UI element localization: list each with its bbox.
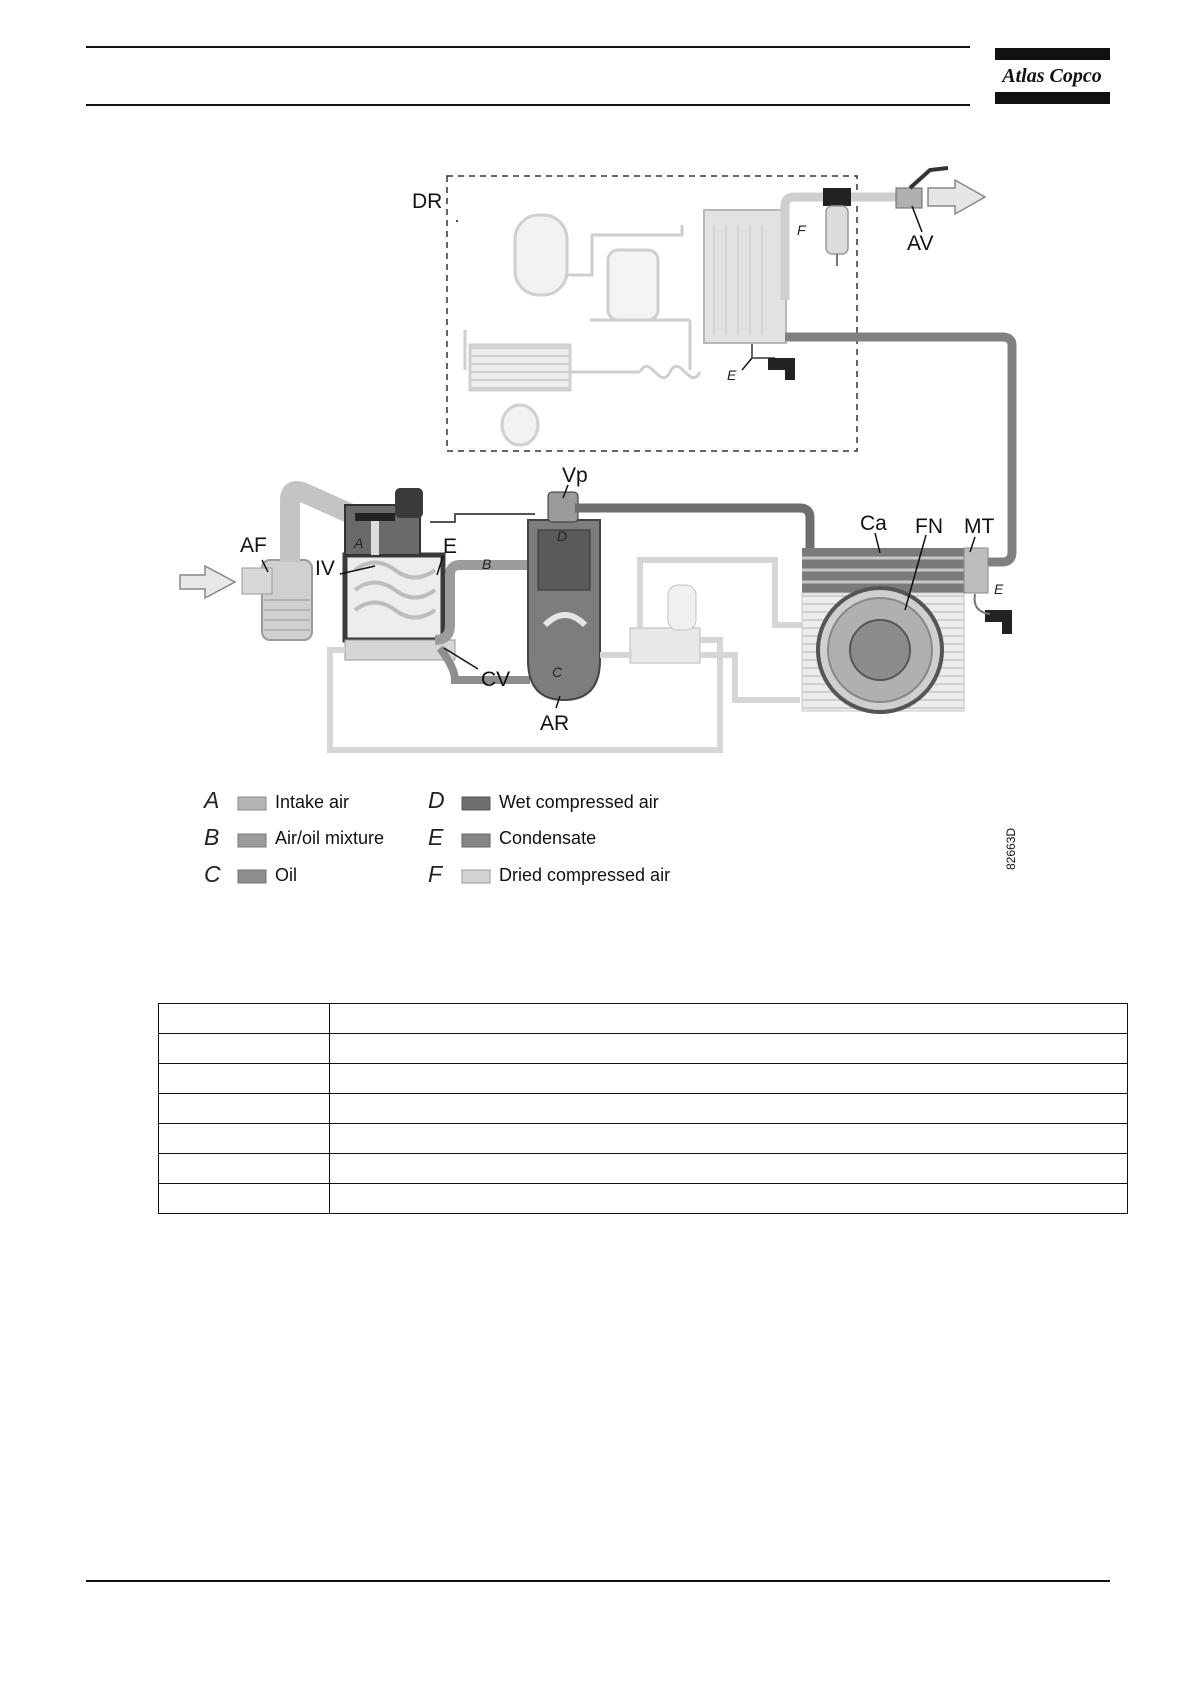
label-air-receiver: AR [540,712,570,735]
dryer-drain [752,344,795,380]
footer-rule [86,1580,1110,1582]
table-cell [159,1004,330,1034]
table-cell [330,1034,1128,1064]
table-cell [159,1094,330,1124]
table-row [159,1034,1128,1064]
inlet-arrow [180,566,235,598]
marker-c: C [552,664,563,680]
table-cell [330,1094,1128,1124]
legend-swatch [238,870,266,883]
table-row [159,1124,1128,1154]
legend-text: Dried compressed air [499,865,671,885]
legend-swatch [462,834,490,847]
legend-letter: A [204,787,220,813]
legend-item-f [428,861,670,887]
label-moisture-trap: MT [964,515,995,538]
table-cell [159,1034,330,1064]
outlet-arrow [928,180,985,214]
table-cell [159,1184,330,1214]
label-inlet-valve: IV [315,557,335,580]
legend-swatch [238,834,266,847]
legend-letter: E [428,824,444,850]
marker-e-mt: E [994,581,1004,597]
label-dryer: DR [412,190,443,213]
compressor-element [345,488,458,660]
marker-e-dryer: E [727,367,737,383]
dryer-heat-exchanger [704,210,786,343]
legend-text: Oil [275,865,297,885]
marker-f: F [797,222,806,238]
table-cell [330,1064,1128,1094]
dryer-internals [465,215,700,445]
label-cooler: Ca [860,512,887,535]
legend-item-a [202,787,349,813]
legend-text: Intake air [275,792,350,812]
label-check-valve: CV [481,668,511,691]
legend-item-e [428,824,596,850]
table-cell [159,1064,330,1094]
legend-text: Condensate [499,828,597,848]
legend-letter: D [428,787,445,813]
outlet-filter [823,188,851,266]
table-row [159,1004,1128,1034]
table-cell [159,1124,330,1154]
table-cell [330,1124,1128,1154]
label-air-filter: AF [240,534,267,557]
legend-item-d [428,787,659,813]
table-row [159,1184,1128,1214]
legend-letter: B [204,824,220,850]
label-fan: FN [915,515,943,538]
table-cell [330,1184,1128,1214]
legend-letter: F [428,861,443,887]
marker-d: D [557,528,568,544]
logo-wordmark: Atlas Copco [1002,65,1102,87]
marker-b: B [482,556,492,572]
legend-text: Wet compressed air [499,792,659,812]
table-cell [159,1154,330,1184]
label-element: E [443,535,458,558]
table-cell [330,1154,1128,1184]
reference-table [158,1003,1128,1214]
legend-item-c [204,861,297,887]
cooling-fan [818,588,942,712]
table-row [159,1094,1128,1124]
legend-text: Air/oil mixture [275,828,385,848]
legend [202,787,670,887]
table-cell [330,1004,1128,1034]
label-vp: Vp [562,464,588,487]
legend-swatch [462,870,490,883]
legend-swatch [462,797,490,810]
label-air-valve: AV [907,232,934,255]
legend-letter: C [204,861,221,887]
figure-id: 82663D [1004,827,1018,870]
table-row [159,1064,1128,1094]
wet-air-pipe-to-cooler [575,508,810,548]
control-line [430,514,535,522]
air-receiver [528,492,600,700]
legend-swatch [238,797,266,810]
marker-a: A [354,535,364,551]
table-row [159,1154,1128,1184]
air-filter [242,560,312,640]
legend-item-b [204,824,384,850]
air-oil-pipe [435,565,530,640]
